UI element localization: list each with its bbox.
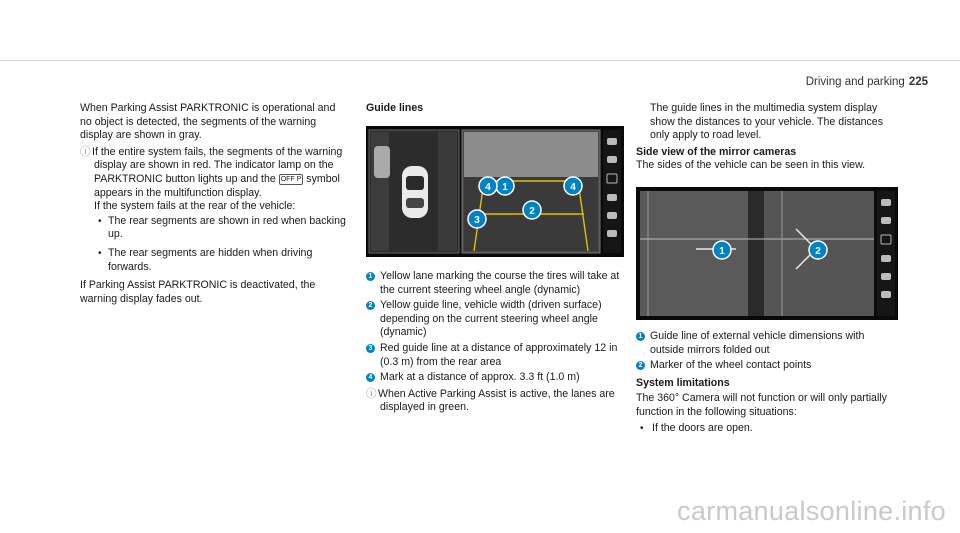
- callout-4-left: [479, 177, 497, 195]
- info-icon: ⓘ: [80, 145, 91, 158]
- bullet-dot: •: [640, 422, 644, 434]
- guide-lines-paragraph: The guide lines in the multimedia system display show the distances to your vehicle. The distances only apply to road level.: [650, 102, 883, 142]
- callout-number-2: 2: [366, 301, 375, 310]
- legend-item-1: [366, 270, 624, 297]
- header-rule: [0, 60, 960, 61]
- legend-text-1: Yellow lane marking the course the tires will take at the current steering wheel angle (dynamic): [380, 270, 620, 296]
- legend-text-2: Yellow guide line, vehicle width (driven surface) depending on the current steering wheel angle (dynamic): [380, 299, 602, 339]
- legend-item-1: [636, 330, 898, 357]
- bullet-text: The rear segments are shown in red when backing up.: [108, 214, 346, 241]
- watermark: carmanualsonline.info: [677, 496, 946, 526]
- svg-text:3: 3: [474, 215, 480, 226]
- callout-1: [713, 241, 731, 259]
- legend-text-1: Guide line of external vehicle dimensions with outside mirrors folded out: [650, 330, 865, 356]
- bullet-text: The rear segments are hidden when driving forwards.: [108, 246, 313, 273]
- callout-3: [468, 210, 486, 228]
- legend-item-2: [366, 299, 624, 340]
- bullet-text: If the doors are open.: [652, 421, 753, 434]
- legend-item-4: [366, 371, 624, 385]
- callout-1: [496, 177, 514, 195]
- callout-4-right: [564, 177, 582, 195]
- info-text: When Active Parking Assist is active, the lanes are displayed in green.: [378, 387, 615, 414]
- section-title: Driving and parking: [805, 76, 905, 88]
- column-3-top: [636, 102, 898, 173]
- page-number: 225: [908, 76, 928, 88]
- guide-lines-legend: [366, 270, 624, 415]
- callout-2: [523, 201, 541, 219]
- legend-text-4: Mark at a distance of approx. 3.3 ft (1.0 m): [380, 371, 580, 384]
- svg-text:1: 1: [719, 246, 725, 257]
- parktronic-off-symbol: OFF P: [280, 175, 302, 183]
- legend-item-3: [366, 342, 624, 369]
- bullet-dot: •: [98, 215, 102, 227]
- limitations-paragraph: The 360° Camera will not function or will only partially function in the following situations:: [636, 392, 887, 418]
- svg-text:2: 2: [815, 246, 821, 257]
- info-text-c: If the system fails at the rear of the vehicle:: [94, 200, 296, 213]
- legend-item-2: [636, 359, 898, 373]
- page-header: [806, 76, 928, 88]
- svg-text:1: 1: [502, 182, 508, 193]
- column-3-bottom: [636, 330, 898, 435]
- callout-2: [809, 241, 827, 259]
- legend-text-3: Red guide line at a distance of approximately 12 in (0.3 m) from the rear area: [380, 341, 618, 368]
- deactivated-paragraph: If Parking Assist PARKTRONIC is deactivated, the warning display fades out.: [80, 279, 316, 305]
- side-view-heading: Side view of the mirror cameras: [636, 145, 797, 158]
- side-view-paragraph: The sides of the vehicle can be seen in this view.: [636, 159, 866, 172]
- system-limitations-heading: System limitations: [636, 376, 730, 389]
- column-2: [366, 102, 624, 116]
- mirror-camera-figure: [636, 187, 898, 320]
- callout-number-4: 4: [366, 373, 375, 382]
- bullet-dot: •: [98, 247, 102, 259]
- callout-number-1: 1: [636, 332, 645, 341]
- guide-lines-figure: [366, 126, 624, 257]
- callout-number-3: 3: [366, 344, 375, 353]
- info-text-b: symbol appears in the multifunction display.: [94, 172, 340, 199]
- callout-number-1: 1: [366, 272, 375, 281]
- svg-text:4: 4: [485, 182, 491, 193]
- bullet-item: [80, 215, 350, 242]
- svg-text:4: 4: [570, 182, 576, 193]
- info-text-a: If the entire system fails, the segments of the warning display are shown in red. The indicator lamp on the PARKTRONIC button lights up and the: [92, 145, 343, 185]
- intro-paragraph: When Parking Assist PARKTRONIC is operational and no object is detected, the segments of the warning display are shown in gray.: [80, 102, 336, 142]
- info-icon: ⓘ: [366, 387, 377, 400]
- bullet-item: [636, 422, 898, 436]
- info-block: [80, 146, 350, 214]
- column-1: [80, 102, 350, 306]
- bullet-item: [80, 247, 350, 274]
- legend-text-2: Marker of the wheel contact points: [650, 359, 812, 372]
- active-parking-info: [366, 388, 624, 415]
- svg-text:2: 2: [529, 206, 535, 217]
- callout-number-2: 2: [636, 361, 645, 370]
- guide-lines-heading: Guide lines: [366, 102, 424, 114]
